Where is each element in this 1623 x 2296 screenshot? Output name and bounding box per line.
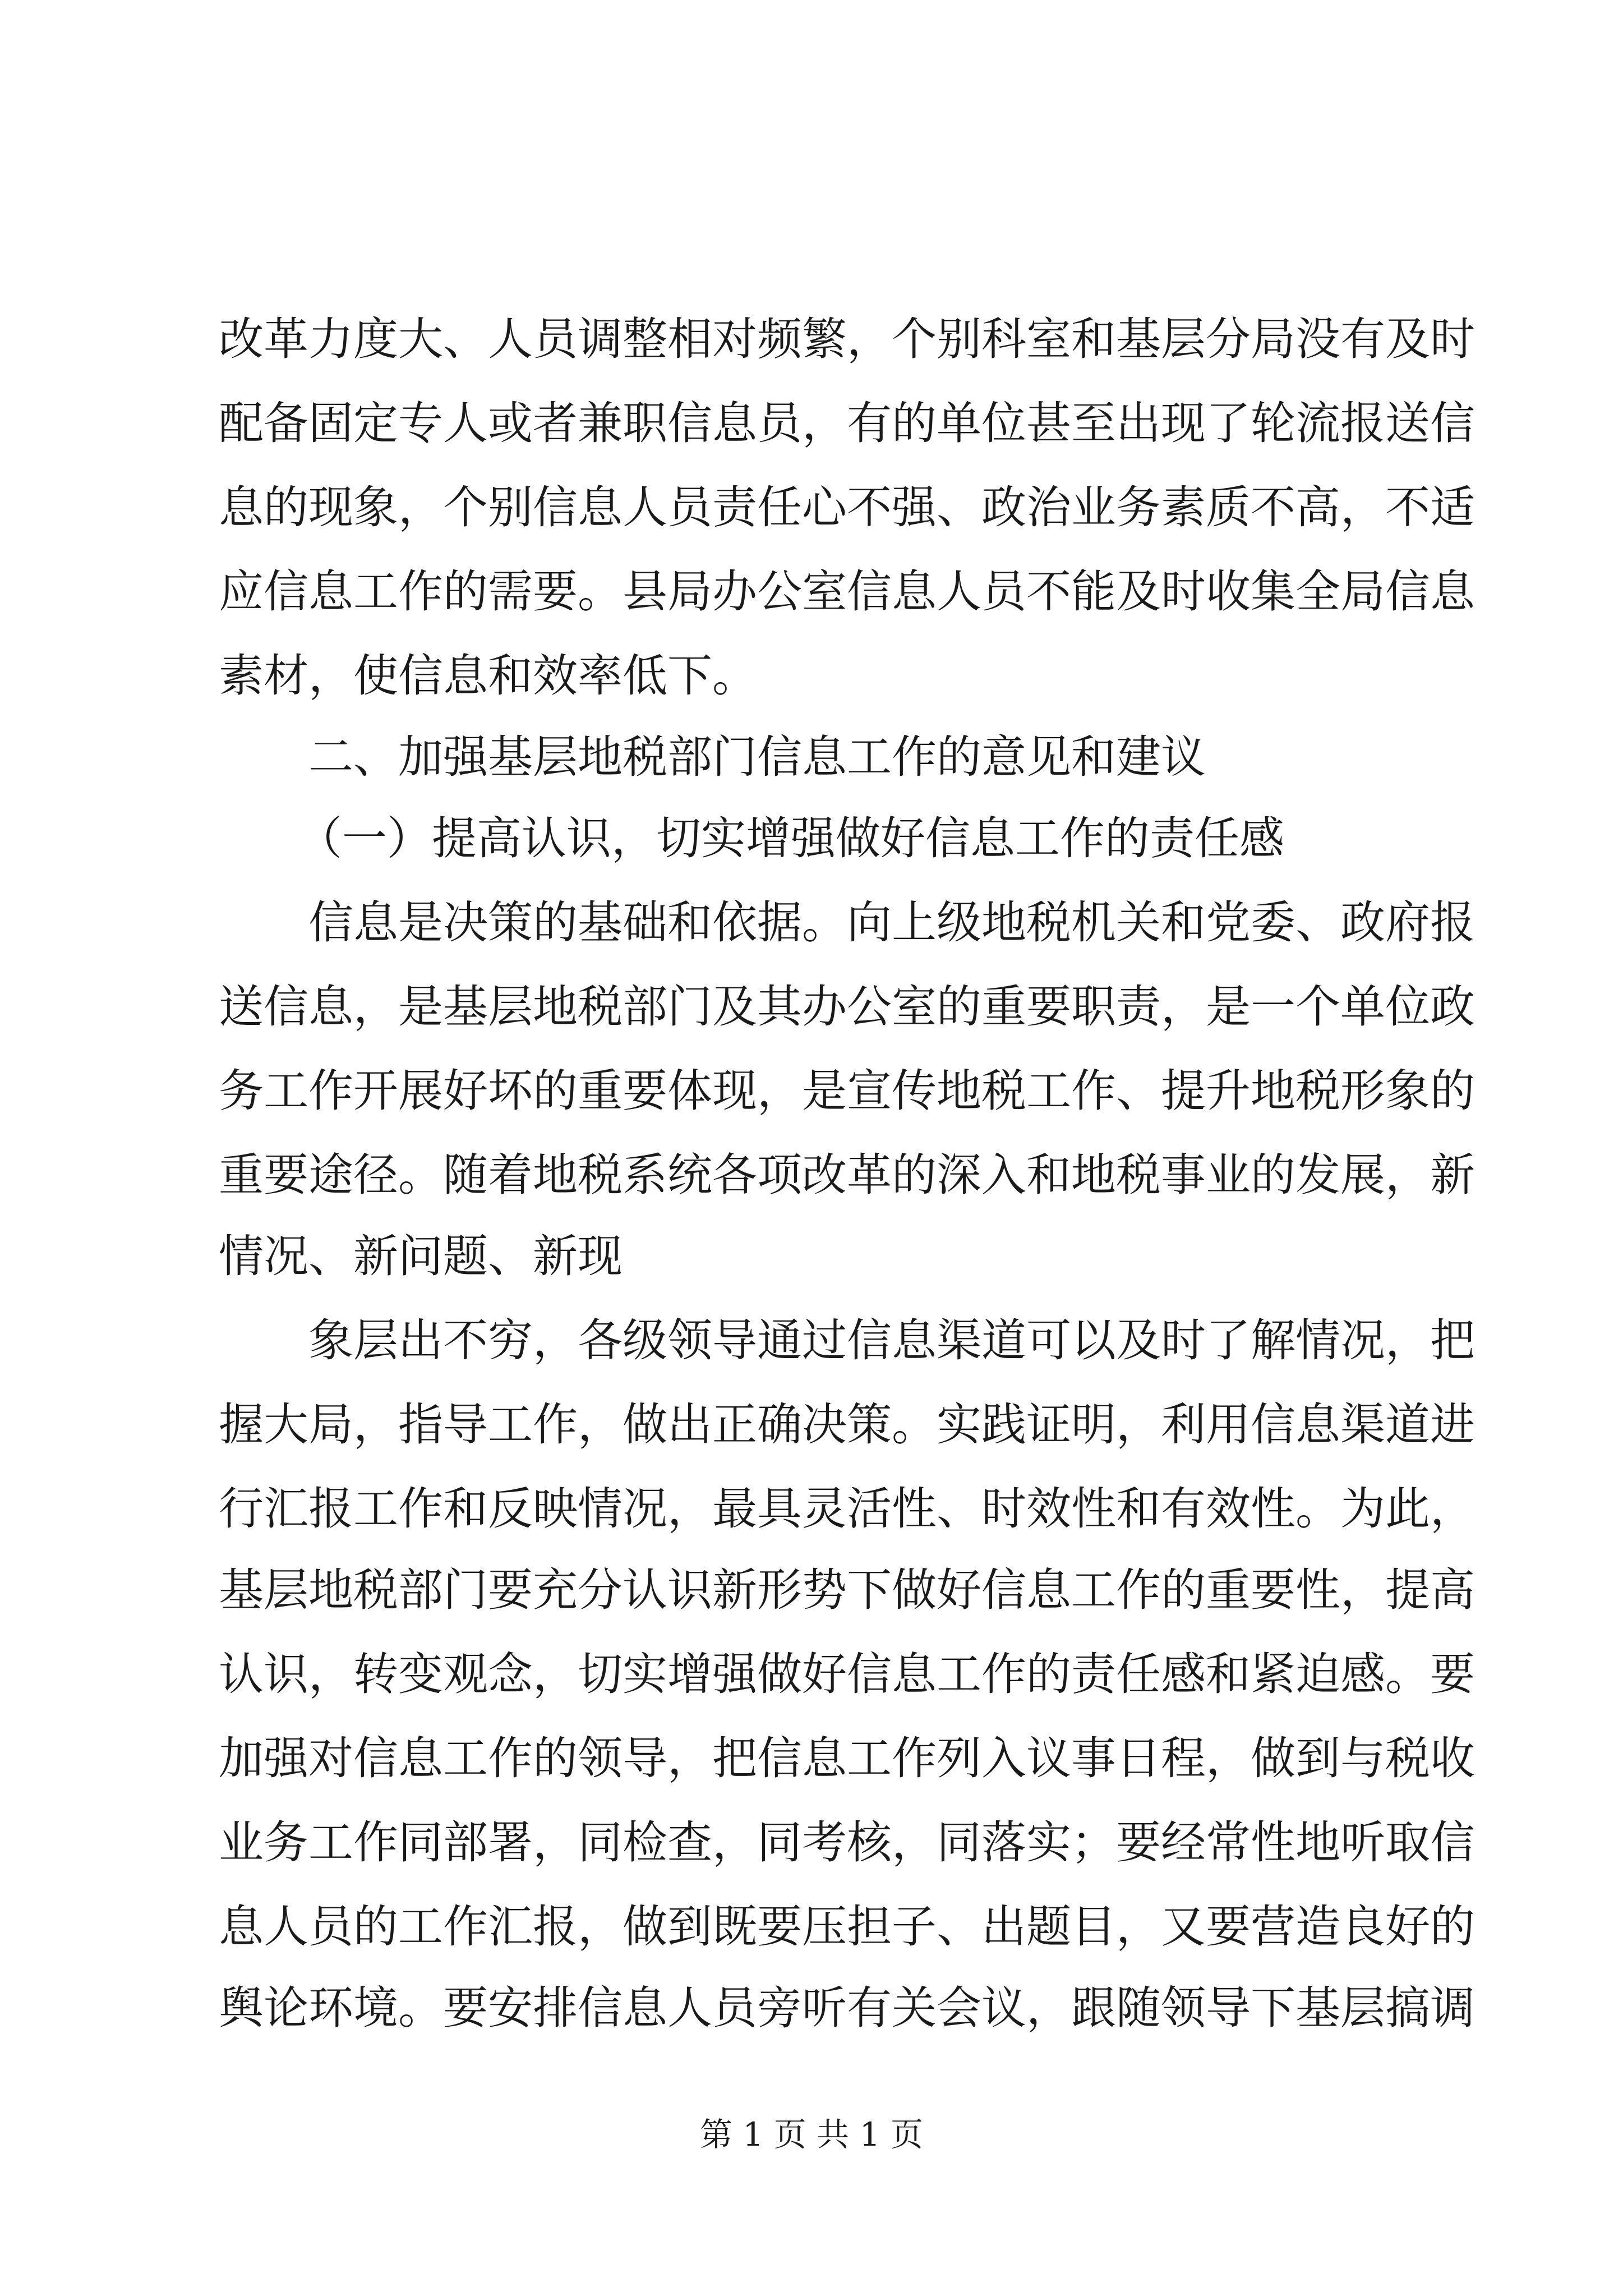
- body-line: 加强对信息工作的领导，把信息工作列入议事日程，做到与税收: [219, 1732, 1475, 1784]
- body-line: 息的现象，个别信息人员责任心不强、政治业务素质不高，不适: [219, 481, 1475, 533]
- body-line: 素材，使信息和效率低下。: [219, 650, 757, 702]
- body-line: 信息是决策的基础和依据。向上级地税机关和党委、政府报: [308, 896, 1475, 949]
- body-line: 业务工作同部署，同检查，同考核，同落实；要经常性地听取信: [219, 1816, 1475, 1869]
- section-heading: 二、加强基层地税部门信息工作的意见和建议: [308, 731, 1206, 783]
- subsection-heading: （一）提高认识，切实增强做好信息工作的责任感: [297, 812, 1284, 864]
- body-line: 握大局，指导工作，做出正确决策。实践证明，利用信息渠道进: [219, 1398, 1475, 1451]
- body-line: 情况、新问题、新现: [219, 1230, 623, 1282]
- body-line: 息人员的工作汇报，做到既要压担子、出题目，又要营造良好的: [219, 1901, 1475, 1953]
- body-line: 基层地税部门要充分认识新形势下做好信息工作的重要性，提高: [219, 1564, 1475, 1616]
- body-line: 应信息工作的需要。县局办公室信息人员不能及时收集全局信息: [219, 565, 1475, 618]
- body-line: 认识，转变观念，切实增强做好信息工作的责任感和紧迫感。要: [219, 1648, 1475, 1700]
- page-number-footer: 第 1 页 共 1 页: [700, 2115, 923, 2154]
- body-line: 配备固定专人或者兼职信息员，有的单位甚至出现了轮流报送信: [219, 397, 1475, 449]
- body-line: 舆论环境。要安排信息人员旁听有关会议，跟随领导下基层搞调: [219, 1982, 1475, 2034]
- body-line: 改革力度大、人员调整相对频繁，个别科室和基层分局没有及时: [219, 313, 1475, 365]
- body-line: 象层出不穷，各级领导通过信息渠道可以及时了解情况，把: [308, 1314, 1475, 1366]
- body-line: 重要途径。随着地税系统各项改革的深入和地税事业的发展，新: [219, 1149, 1475, 1201]
- body-line: 行汇报工作和反映情况，最具灵活性、时效性和有效性。为此，: [219, 1483, 1475, 1535]
- body-line: 送信息，是基层地税部门及其办公室的重要职责，是一个单位政: [219, 981, 1475, 1033]
- body-line: 务工作开展好坏的重要体现，是宣传地税工作、提升地税形象的: [219, 1065, 1475, 1117]
